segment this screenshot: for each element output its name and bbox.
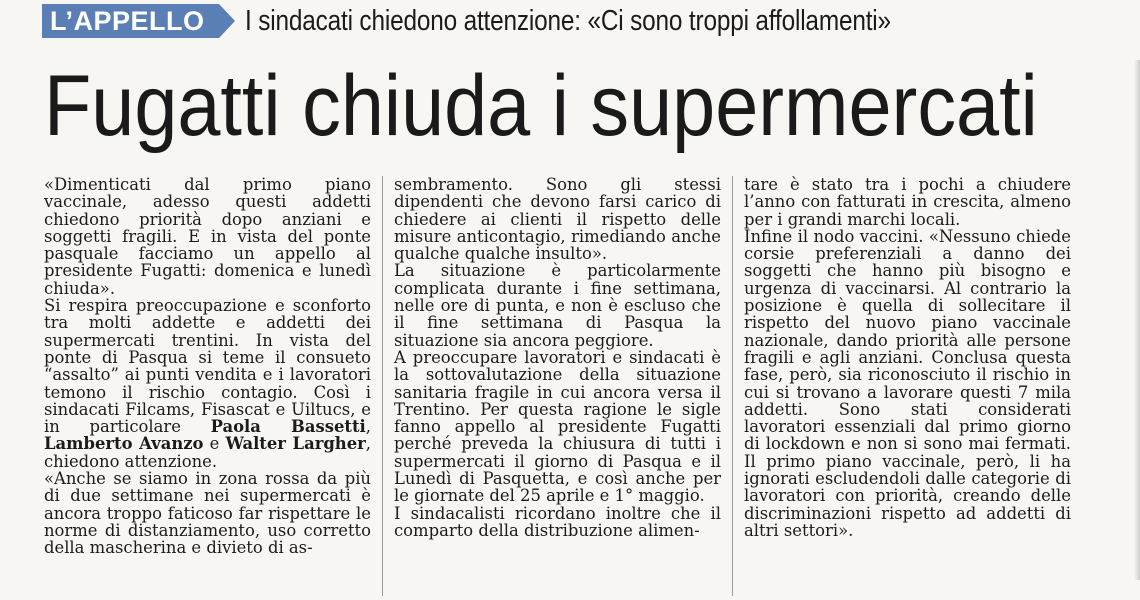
paragraph-text: sembramento. Sono gli stessi dipendenti che devono farsi carico di chiedere ai clienti il rispetto delle misure anticontagio, rimediando anche qualche qualche insulto». <box>394 176 721 264</box>
kicker-bar <box>0 0 1140 42</box>
paragraph-text: Si respira preoccupazione e sconforto tra molti addette e addetti dei supermercati trentini. In vista del ponte di Pasqua si teme il consueto “assalto” ai punti vendita e i lavoratori temono il rischio contagio. Così i sindacati Filcams, Fisascat e Uiltucs, e in particolare <box>44 296 371 437</box>
paragraph-text: e <box>203 434 226 454</box>
person-name: Walter Largher <box>225 434 366 454</box>
article-paragraph <box>744 176 1071 228</box>
paragraph-text: tare è stato tra i pochi a chiudere l’anno con fatturati in crescita, almeno per i grandi marchi locali. <box>744 176 1071 229</box>
article-paragraph <box>394 349 721 505</box>
article-column-3 <box>732 176 1082 596</box>
person-name: Paola Bassetti <box>210 417 366 437</box>
paragraph-text: A preoccupare lavoratori e sindacati è la sottovalutazione della situazione sanitaria fragile in cui ancora versa il Trentino. Per questa ragione le sigle fanno appello al presidente Fugatti perché preveda la chiusura di tutti i supermercati il giorno di Pasqua e il Lunedì di Pasquetta, e così anche per le giornate del 25 aprile e 1° maggio. <box>394 347 721 506</box>
paragraph-text: Infine il nodo vaccini. «Nessuno chiede corsie preferenziali a danno dei soggetti che hanno più bisogno e urgenza di vaccinarsi. Al contrario la posizione è quella di sollecitare il rispetto del nuovo piano vaccinale nazionale, dando priorità alle persone fragili e agli anziani. Conclusa questa fase, però, sia riconosciuto il rischio in cui si trovano a lavorare questi 7 mila addetti. Sono stati considerati lavoratori essenziali dal primo giorno di lockdown e non si sono mai fermati. Il primo piano vaccinale, però, li ha ignorati escludendoli dalle categorie di lavoratori con priorità, creando delle discriminazioni rispetto ad addetti di altri settori». <box>744 226 1071 540</box>
kicker-text: I sindacati chiedono attenzione: «Ci sono troppi affollamenti» <box>244 4 891 37</box>
person-name: Lamberto Avanzo <box>44 434 204 454</box>
article-paragraph <box>394 176 721 262</box>
article-column-2 <box>382 176 732 596</box>
section-tag: L’APPELLO <box>42 4 219 38</box>
article-paragraph <box>44 176 371 297</box>
page-edge-shadow <box>1134 60 1140 580</box>
headline: Fugatti chiuda i supermercati <box>44 58 1038 154</box>
paragraph-text: «Anche se siamo in zona rossa da più di due settimane nei supermercati è ancora troppo faticoso far rispettare le norme di distanziamento, uso corretto della mascherina e divieto di as- <box>44 469 371 558</box>
article-paragraph <box>744 228 1071 539</box>
article-paragraph <box>394 505 721 540</box>
article-column-1 <box>44 176 382 596</box>
paragraph-text: La situazione è particolarmente complicata durante i fine settimana, nelle ore di punta, e non è escluso che il fine settimana di Pasqua la situazione sia ancora peggiore. <box>394 261 721 350</box>
paragraph-text: , <box>365 417 371 437</box>
paragraph-text: I sindacalisti ricordano inoltre che il comparto della distribuzione alimen- <box>394 503 721 540</box>
article-body <box>44 176 1096 596</box>
article-paragraph <box>44 297 371 470</box>
tag-arrow-icon <box>219 4 235 38</box>
article-paragraph <box>394 262 721 348</box>
paragraph-text: «Dimenticati dal primo piano vaccinale, adesso questi addetti chiedono priorità dopo anziani e soggetti fragili. E in vista del ponte pasquale facciamo un appello al presidente Fugatti: domenica e lunedì chiuda». <box>44 176 371 298</box>
paragraph-text: , chiedono attenzione. <box>44 434 371 471</box>
article-paragraph <box>44 470 371 556</box>
